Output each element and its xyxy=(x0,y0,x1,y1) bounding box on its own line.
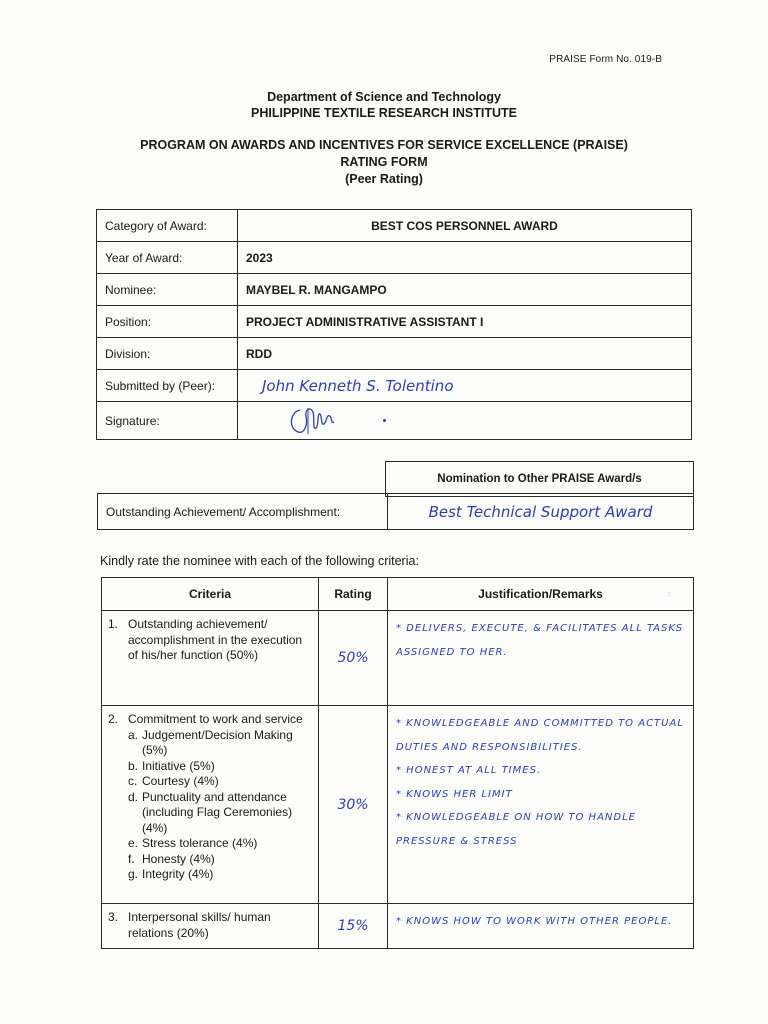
sub-text: Courtesy (4%) xyxy=(142,774,219,788)
criteria-table xyxy=(101,577,694,949)
nomination-table xyxy=(97,493,694,530)
position-label: Position: xyxy=(97,306,238,338)
year-row xyxy=(97,242,692,274)
sub-letter: c. xyxy=(128,774,138,788)
form-title: RATING FORM xyxy=(340,155,428,169)
nomination-header-table xyxy=(385,461,694,497)
sub-letter: f. xyxy=(128,851,135,866)
nomination-row xyxy=(98,494,694,530)
submitted-by-value: John Kenneth S. Tolentino xyxy=(238,370,692,402)
nomination-value: Best Technical Support Award xyxy=(388,494,694,530)
rating-value: 50% xyxy=(319,611,388,706)
criteria-cell xyxy=(102,904,319,949)
category-label: Category of Award: xyxy=(97,210,238,242)
criteria-number: 2. xyxy=(108,712,119,726)
sub-text: Honesty (4%) xyxy=(142,851,215,866)
category-value: BEST COS PERSONNEL AWARD xyxy=(238,210,692,242)
sub-text: Stress tolerance (4%) xyxy=(142,836,258,850)
sub-text: Integrity (4%) xyxy=(142,867,214,881)
remark-line: * DELIVERS, EXECUTE, & FACILITATES ALL TASKS ASSIGNED TO HER. xyxy=(396,623,684,658)
nominee-label: Nominee: xyxy=(97,274,238,306)
criteria-text: Interpersonal skills/ human relations (20%) xyxy=(128,910,271,940)
nominee-value: MAYBEL R. MANGAMPO xyxy=(238,274,692,306)
sub-letter: e. xyxy=(128,836,139,850)
rating-column-header: Rating xyxy=(319,578,388,611)
stray-mark: ⁝ xyxy=(668,592,671,599)
criteria-text: Commitment to work and service xyxy=(128,712,303,726)
sub-text: Punctuality and attendance (including Flag Ceremonies) (4%) xyxy=(142,789,293,835)
nomination-header: Nomination to Other PRAISE Award/s xyxy=(386,462,694,497)
rating-value: 15% xyxy=(319,904,388,949)
division-value: RDD xyxy=(238,338,692,370)
nomination-label: Outstanding Achievement/ Accomplishment: xyxy=(98,494,388,530)
sub-criterion xyxy=(108,790,312,837)
sub-criterion xyxy=(108,836,312,852)
submitted-by-label: Submitted by (Peer): xyxy=(97,370,238,402)
rating-instructions: Kindly rate the nominee with each of the following criteria: xyxy=(100,554,419,568)
division-label: Division: xyxy=(97,338,238,370)
sub-letter: d. xyxy=(128,789,139,804)
signature-image xyxy=(286,402,366,439)
sub-criterion xyxy=(108,774,312,790)
remark-line: * KNOWS HER LIMIT xyxy=(396,788,513,800)
signature-label: Signature: xyxy=(97,402,238,440)
remark-line: * KNOWLEDGEABLE ON HOW TO HANDLE PRESSURE & STRESS xyxy=(396,812,636,847)
signature-field xyxy=(238,402,692,440)
sub-text: Initiative (5%) xyxy=(142,758,215,773)
submitted-by-row xyxy=(97,370,692,402)
department-heading: Department of Science and Technology xyxy=(267,90,501,104)
remarks-cell xyxy=(388,706,694,904)
sub-criterion xyxy=(108,759,312,775)
remark-line: * KNOWS HOW TO WORK WITH OTHER PEOPLE. xyxy=(396,916,673,927)
year-value: 2023 xyxy=(238,242,692,274)
rating-value: 30% xyxy=(319,706,388,904)
division-row xyxy=(97,338,692,370)
criteria-column-header: Criteria xyxy=(102,578,319,611)
remark-line: * KNOWLEDGEABLE AND COMMITTED TO ACTUAL DUTIES AND RESPONSIBILITIES. xyxy=(396,718,684,753)
remarks-cell xyxy=(388,904,694,949)
position-value: PROJECT ADMINISTRATIVE ASSISTANT I xyxy=(238,306,692,338)
criteria-header-row xyxy=(102,578,694,611)
sub-criterion xyxy=(108,867,312,883)
criteria-row xyxy=(102,611,694,706)
signature-dot xyxy=(383,419,386,422)
institute-heading: PHILIPPINE TEXTILE RESEARCH INSTITUTE xyxy=(251,106,517,120)
signature-row xyxy=(97,402,692,440)
nominee-row xyxy=(97,274,692,306)
sub-letter: a. xyxy=(128,727,139,742)
form-number: PRAISE Form No. 019-B xyxy=(549,54,662,65)
year-label: Year of Award: xyxy=(97,242,238,274)
criteria-row xyxy=(102,904,694,949)
criteria-number: 3. xyxy=(108,910,119,924)
rating-type: (Peer Rating) xyxy=(345,172,423,186)
position-row xyxy=(97,306,692,338)
justification-column-header: Justification/Remarks xyxy=(388,578,694,611)
criteria-text: Outstanding achievement/ accomplishment in the execution of his/her function (50%) xyxy=(128,617,303,662)
sub-criterion xyxy=(108,852,312,868)
criteria-row xyxy=(102,706,694,904)
criteria-number: 1. xyxy=(108,617,119,631)
criteria-cell xyxy=(102,611,319,706)
program-heading: PROGRAM ON AWARDS AND INCENTIVES FOR SERVICE EXCELLENCE (PRAISE) xyxy=(140,138,628,152)
criteria-cell xyxy=(102,706,319,904)
category-row xyxy=(97,210,692,242)
sub-text: Judgement/Decision Making (5%) xyxy=(142,727,293,757)
sub-letter: g. xyxy=(128,867,139,881)
sub-criterion xyxy=(108,728,312,759)
award-info-table xyxy=(96,209,692,440)
remark-line: * HONEST AT ALL TIMES. xyxy=(396,765,542,776)
remarks-cell xyxy=(388,611,694,706)
sub-letter: b. xyxy=(128,758,139,773)
